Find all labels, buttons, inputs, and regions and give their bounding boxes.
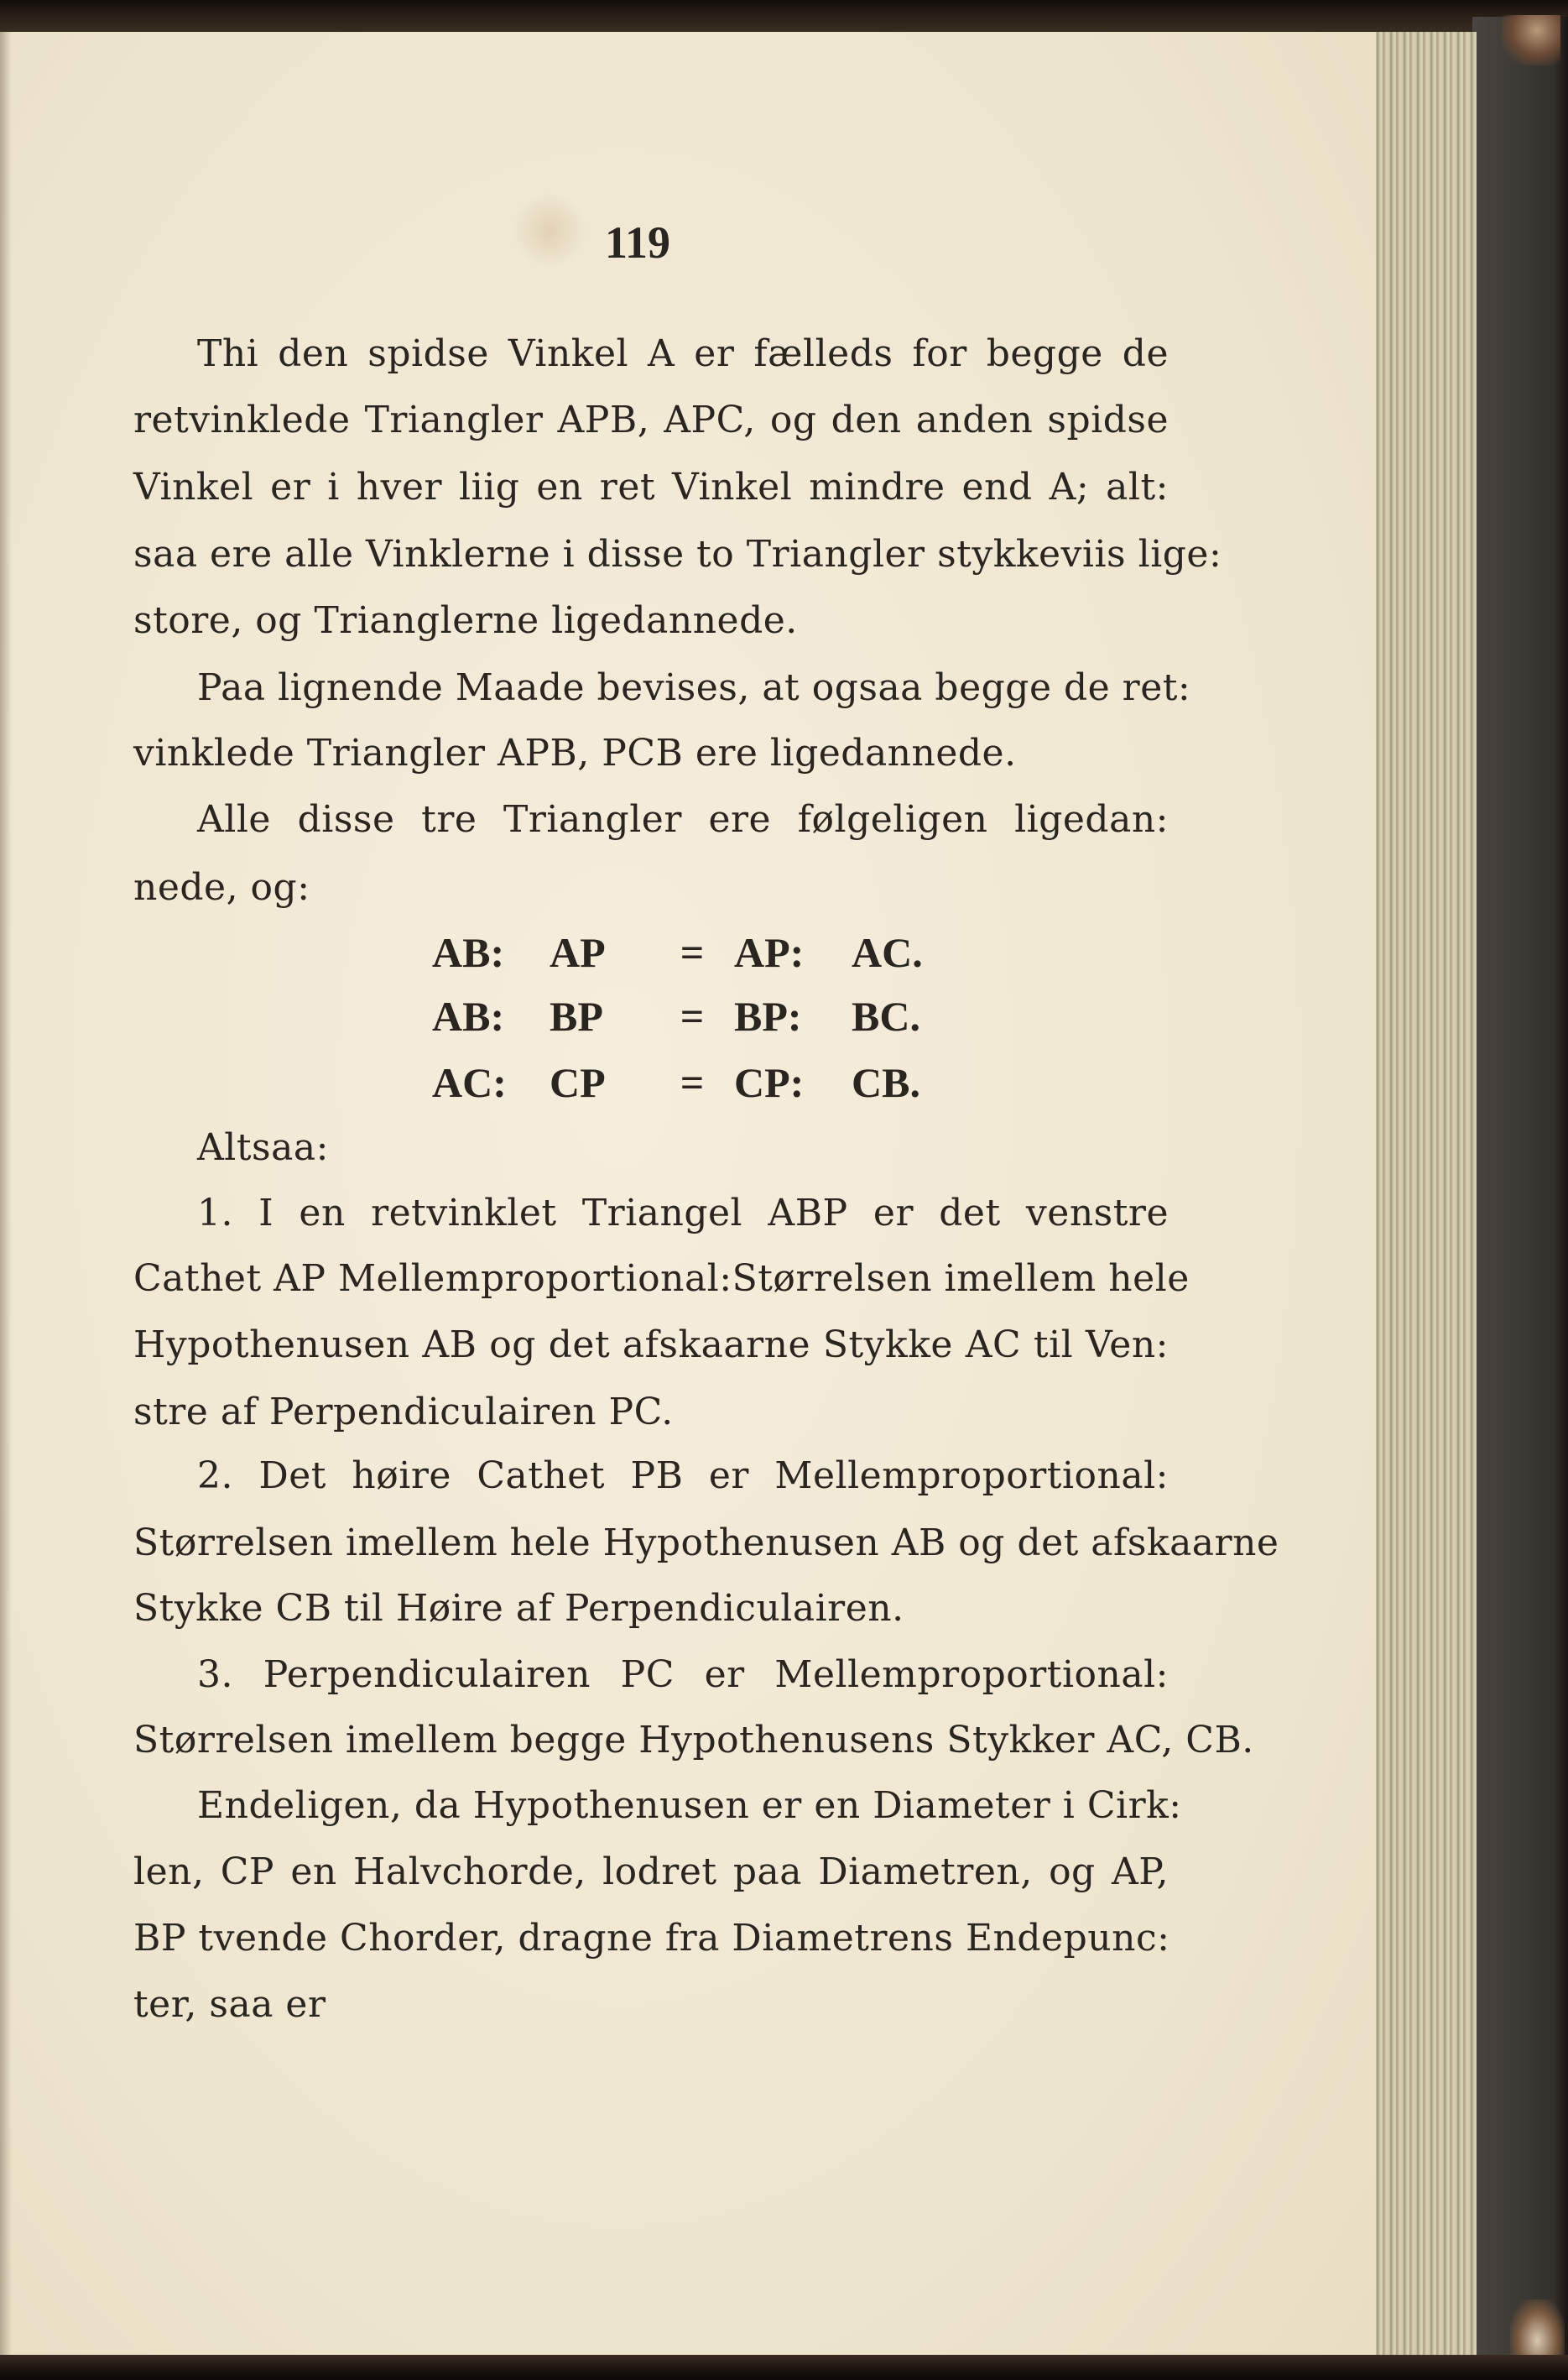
book-bottom-edge (0, 2355, 1568, 2380)
text-line: Endeligen, da Hypothenusen er en Diameter i Cirk: (197, 1784, 1182, 1827)
list-item-line: Størrelsen imellem begge Hypothenusens Stykker AC, CB. (133, 1719, 1254, 1762)
book-top-edge (0, 0, 1568, 34)
book-cover-binding (1472, 17, 1568, 2367)
worn-cover-corner-bottom (1510, 2299, 1565, 2358)
text-line: BP tvende Chorder, dragne fra Diametrens Endepunc: (133, 1917, 1170, 1960)
list-item-line: 2. Det høire Cathet PB er Mellemproportional: (197, 1454, 1169, 1497)
text-line: vinklede Triangler APB, PCB ere ligedannede. (133, 732, 1017, 775)
list-item-line: 1. I en retvinklet Triangel ABP er det venstre (197, 1192, 1169, 1234)
text-line: saa ere alle Vinklerne i disse to Triangler stykkeviis lige: (133, 533, 1222, 576)
conclusion-intro: Altsaa: (197, 1126, 329, 1169)
list-item-line: Stykke CB til Høire af Perpendiculairen. (133, 1587, 904, 1630)
proportion-equation (432, 989, 952, 1043)
page-number: 119 (604, 217, 671, 268)
eq-term: AC. (852, 929, 923, 976)
eq-equals-sign: = (680, 929, 705, 976)
list-item-line: 3. Perpendiculairen PC er Mellemproportional: (197, 1653, 1169, 1696)
page-edges-stack (1359, 32, 1477, 2357)
list-item-line: stre af Perpendiculairen PC. (133, 1391, 674, 1433)
text-line: Alle disse tre Triangler ere følgeligen ligedan: (197, 798, 1169, 841)
eq-equals-sign: = (680, 993, 705, 1040)
eq-term: CP: (734, 1059, 805, 1106)
eq-term: BP (550, 993, 603, 1040)
text-line: store, og Trianglerne ligedannede. (133, 599, 798, 642)
text-line: Vinkel er i hver liig en ret Vinkel mindre end A; alt: (133, 466, 1169, 509)
page-gutter-shadow (0, 32, 12, 2355)
eq-equals-sign: = (680, 1059, 705, 1106)
list-item-line: Størrelsen imellem hele Hypothenusen AB og det afskaarne (133, 1521, 1279, 1564)
text-line: retvinklede Triangler APB, APC, og den anden spidse (133, 399, 1169, 441)
text-line: ter, saa er (133, 1983, 326, 2026)
eq-term: AP: (734, 929, 805, 976)
eq-term: BC. (852, 993, 920, 1040)
text-line: Thi den spidse Vinkel A er fælleds for begge de (197, 332, 1169, 375)
text-line: nede, og: (133, 866, 310, 909)
worn-cover-corner-top (1502, 15, 1560, 65)
paper-stain (512, 193, 587, 269)
text-line: Paa lignende Maade bevises, at ogsaa begge de ret: (197, 666, 1191, 709)
eq-term: CP (550, 1059, 606, 1106)
eq-term: AP (550, 929, 606, 976)
list-item-line: Hypothenusen AB og det afskaarne Stykke AC til Ven: (133, 1323, 1169, 1366)
eq-term: BP: (734, 993, 802, 1040)
text-line: len, CP en Halvchorde, lodret paa Diametren, og AP, (133, 1850, 1169, 1893)
eq-term: AB: (432, 929, 505, 976)
proportion-equation (432, 1056, 952, 1109)
eq-term: AB: (432, 993, 505, 1040)
list-item-line: Cathet AP Mellemproportional:Størrelsen imellem hele (133, 1257, 1190, 1300)
eq-term: CB. (852, 1059, 920, 1106)
eq-term: AC: (432, 1059, 507, 1106)
proportion-equation (432, 926, 952, 979)
